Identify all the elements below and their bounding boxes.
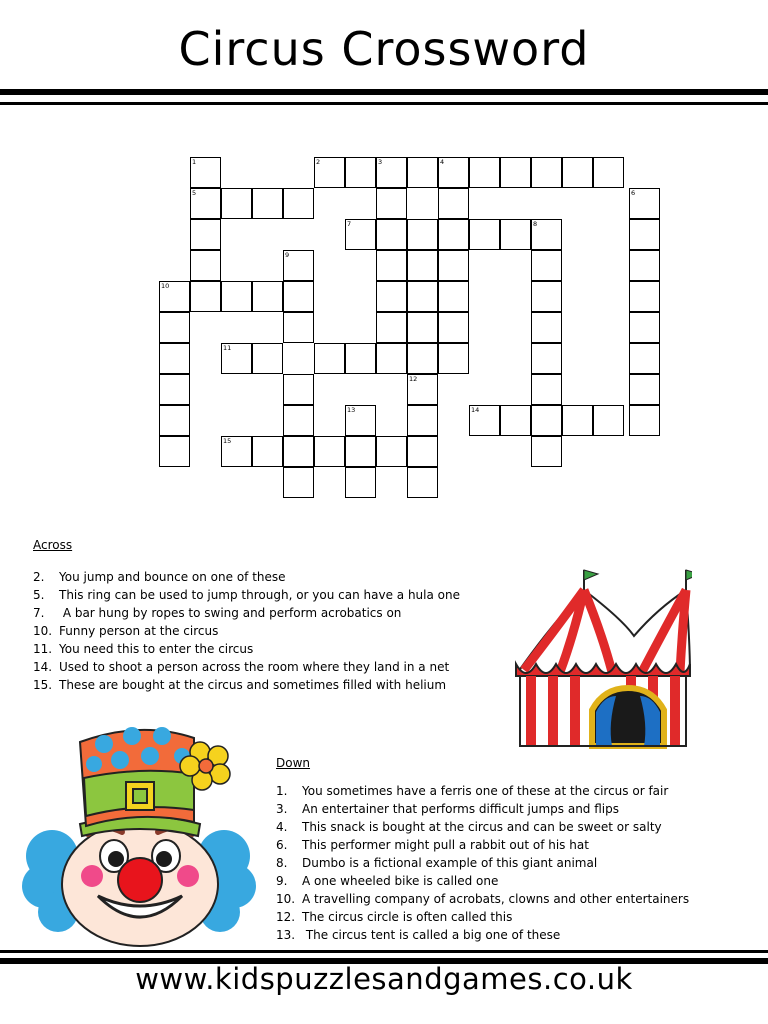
clue-number-label: 13 [347, 406, 356, 414]
crossword-cell[interactable] [376, 312, 407, 343]
crossword-cell[interactable] [376, 219, 407, 250]
crossword-cell[interactable] [159, 374, 190, 405]
down-clue [276, 782, 689, 800]
clue-text: You jump and bounce on one of these [59, 570, 286, 584]
across-clue [33, 658, 460, 676]
crossword-cell[interactable] [438, 188, 469, 219]
crossword-cell[interactable] [593, 157, 624, 188]
crossword-cell[interactable] [531, 312, 562, 343]
crossword-cell[interactable] [531, 343, 562, 374]
crossword-cell[interactable] [221, 281, 252, 312]
crossword-cell[interactable] [407, 312, 438, 343]
clue-text: A travelling company of acrobats, clowns and other entertainers [302, 892, 690, 906]
across-clue-list [33, 568, 460, 694]
down-clue-list [276, 782, 689, 944]
circus-tent-illustration [512, 564, 692, 754]
clue-number-label: 5 [192, 189, 197, 197]
clue-number-label: 3 [378, 158, 383, 166]
crossword-cell[interactable] [629, 219, 660, 250]
clue-number-label: 4 [440, 158, 445, 166]
crossword-cell[interactable] [531, 250, 562, 281]
clue-number: 9. [276, 874, 288, 888]
down-clue [276, 926, 689, 944]
crossword-cell[interactable] [500, 405, 531, 436]
crossword-cell[interactable] [407, 281, 438, 312]
clue-text: A bar hung by ropes to swing and perform acrobatics on [59, 606, 402, 620]
clue-text: The circus circle is often called this [302, 910, 513, 924]
down-clue [276, 818, 689, 836]
crossword-cell[interactable] [407, 405, 438, 436]
clue-number-label: 7 [347, 220, 352, 228]
crossword-cell[interactable] [283, 374, 314, 405]
down-heading: Down [276, 756, 311, 770]
clue-text: Funny person at the circus [59, 624, 219, 638]
crossword-cell[interactable] [629, 374, 660, 405]
crossword-cell[interactable] [593, 405, 624, 436]
crossword-cell[interactable] [376, 250, 407, 281]
crossword-cell[interactable] [159, 343, 190, 374]
crossword-cell[interactable] [531, 374, 562, 405]
crossword-cell[interactable] [531, 157, 562, 188]
across-clue [33, 640, 460, 658]
down-clue [276, 908, 689, 926]
clue-text: An entertainer that performs difficult jumps and flips [302, 802, 620, 816]
clue-text: Used to shoot a person across the room where they land in a net [59, 660, 450, 674]
down-clues [276, 756, 689, 944]
down-clue [276, 836, 689, 854]
clue-number: 10. [276, 892, 296, 906]
across-heading: Across [33, 538, 73, 552]
crossword-cell[interactable] [190, 250, 221, 281]
crossword-cell[interactable] [252, 188, 283, 219]
down-clue [276, 854, 689, 872]
clue-number-label: 9 [285, 251, 290, 259]
across-clue [33, 568, 460, 586]
clue-number-label: 15 [223, 437, 232, 445]
clue-text: This ring can be used to jump through, or you can have a hula one [59, 588, 460, 602]
crossword-cell[interactable] [629, 312, 660, 343]
crossword-cell[interactable] [283, 281, 314, 312]
clue-text: This snack is bought at the circus and can be sweet or salty [302, 820, 662, 834]
crossword-cell[interactable] [562, 157, 593, 188]
crossword-cell[interactable] [283, 467, 314, 498]
crossword-cell[interactable] [531, 436, 562, 467]
clue-number: 2. [33, 570, 45, 584]
clue-number: 13. [276, 928, 296, 942]
website-url: www.kidspuzzlesandgames.co.uk [135, 962, 633, 996]
clue-number: 12. [276, 910, 296, 924]
crossword-cell[interactable] [283, 188, 314, 219]
clue-text: A one wheeled bike is called one [302, 874, 499, 888]
page-title: Circus Crossword [178, 22, 590, 76]
clue-text: You need this to enter the circus [59, 642, 254, 656]
clue-number: 6. [276, 838, 288, 852]
clue-number-label: 11 [223, 344, 232, 352]
crossword-cell[interactable] [283, 405, 314, 436]
crossword-cell[interactable] [469, 157, 500, 188]
across-clues [33, 538, 460, 694]
clue-number: 15. [33, 678, 53, 692]
clue-number-label: 14 [471, 406, 480, 414]
crossword-cell[interactable] [469, 219, 500, 250]
crossword-cell[interactable] [438, 343, 469, 374]
crossword-cell[interactable] [376, 281, 407, 312]
crossword-cell[interactable] [159, 405, 190, 436]
crossword-cell[interactable] [629, 250, 660, 281]
crossword-cell[interactable] [531, 405, 562, 436]
crossword-cell[interactable] [629, 405, 660, 436]
crossword-cell[interactable] [500, 219, 531, 250]
clue-text: The circus tent is called a big one of these [302, 928, 561, 942]
down-clue [276, 800, 689, 818]
clue-number: 1. [276, 784, 288, 798]
crossword-cell[interactable] [438, 250, 469, 281]
crossword-cell[interactable] [407, 467, 438, 498]
crossword-cell[interactable] [376, 343, 407, 374]
crossword-cell[interactable] [407, 157, 438, 188]
crossword-cell[interactable] [252, 343, 283, 374]
clue-number: 3. [276, 802, 288, 816]
clue-number-label: 1 [192, 158, 197, 166]
crossword-cell[interactable] [314, 343, 345, 374]
across-clue [33, 604, 460, 622]
crossword-cell[interactable] [376, 188, 407, 219]
crossword-cell[interactable] [407, 436, 438, 467]
clue-number-label: 6 [631, 189, 636, 197]
crossword-cell[interactable] [407, 219, 438, 250]
crossword-cell[interactable] [190, 281, 221, 312]
clue-number-label: 12 [409, 375, 418, 383]
clue-number: 8. [276, 856, 288, 870]
crossword-cell[interactable] [345, 343, 376, 374]
crossword-cell[interactable] [376, 436, 407, 467]
crossword-cell[interactable] [500, 157, 531, 188]
crossword-cell[interactable] [345, 436, 376, 467]
clown-face-illustration [22, 716, 256, 956]
clue-number-label: 10 [161, 282, 170, 290]
clue-number: 7. [33, 606, 45, 620]
crossword-cell[interactable] [438, 219, 469, 250]
crossword-cell[interactable] [283, 312, 314, 343]
clue-number: 5. [33, 588, 45, 602]
crossword-cell[interactable] [629, 281, 660, 312]
clue-number-label: 8 [533, 220, 538, 228]
clue-number: 10. [33, 624, 53, 638]
bottom-divider-thin [0, 950, 768, 953]
crossword-cell[interactable] [159, 312, 190, 343]
crossword-cell[interactable] [283, 436, 314, 467]
crossword-cell[interactable] [531, 281, 562, 312]
down-clue [276, 890, 689, 908]
crossword-cell[interactable] [438, 281, 469, 312]
clue-number: 14. [33, 660, 53, 674]
crossword-cell[interactable] [252, 281, 283, 312]
crossword-cell[interactable] [190, 219, 221, 250]
clue-number: 11. [33, 642, 53, 656]
clue-text: Dumbo is a fictional example of this giant animal [302, 856, 598, 870]
crossword-cell[interactable] [407, 343, 438, 374]
clue-number-label: 2 [316, 158, 321, 166]
crossword-cell[interactable] [314, 436, 345, 467]
crossword-cell[interactable] [629, 343, 660, 374]
clue-text: You sometimes have a ferris one of these at the circus or fair [302, 784, 669, 798]
across-clue [33, 676, 460, 694]
crossword-cell[interactable] [438, 312, 469, 343]
clue-text: These are bought at the circus and sometimes filled with helium [59, 678, 447, 692]
crossword-cell[interactable] [159, 436, 190, 467]
clue-number: 4. [276, 820, 288, 834]
clue-text: This performer might pull a rabbit out of his hat [302, 838, 589, 852]
crossword-cell[interactable] [221, 188, 252, 219]
crossword-cell[interactable] [252, 436, 283, 467]
down-clue [276, 872, 689, 890]
across-clue [33, 586, 460, 604]
crossword-cell[interactable] [345, 467, 376, 498]
crossword-cell[interactable] [562, 405, 593, 436]
crossword-cell[interactable] [345, 157, 376, 188]
crossword-cell[interactable] [407, 250, 438, 281]
across-clue [33, 622, 460, 640]
